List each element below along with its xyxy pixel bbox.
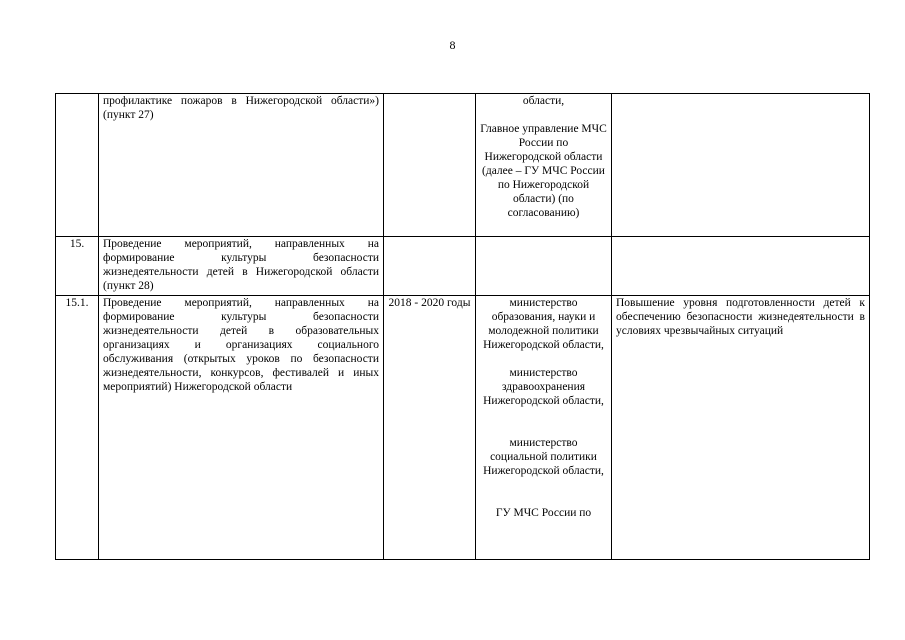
table-row: [56, 94, 870, 237]
executors-cell: [476, 237, 612, 296]
table-row: [56, 296, 870, 560]
executors-cell: [476, 296, 612, 560]
period-cell: [384, 237, 476, 296]
executor-item: Главное управление МЧС России по Нижегородской области (далее – ГУ МЧС России по Нижегородской области) (по согласованию): [480, 123, 607, 219]
row-number: 15.: [56, 237, 99, 296]
result-cell: Повышение уровня подготовленности детей к обеспечению безопасности жизнедеятельности в условиях чрезвычайных ситуаций: [612, 296, 870, 560]
action-text: Проведение мероприятий, направленных на формирование культуры безопасности жизнедеятельности детей в Нижегородской области (пункт 28): [99, 237, 384, 296]
executor-item: области,: [522, 95, 565, 107]
executor-item: министерство социальной политики Нижегородской области,: [483, 437, 604, 477]
period-cell: 2018 - 2020 годы: [384, 296, 476, 560]
table-row: [56, 237, 870, 296]
action-text-content: профилактике пожаров в Нижегородской области») (пункт 27): [103, 95, 379, 121]
result-cell: [612, 94, 870, 237]
executor-item: министерство здравоохранения Нижегородской области,: [483, 367, 604, 407]
row-number: 15.1.: [56, 296, 99, 560]
result-cell: [612, 237, 870, 296]
action-text: [99, 94, 384, 237]
plan-table: [55, 93, 870, 560]
page-number: 8: [449, 38, 456, 52]
executor-item: ГУ МЧС России по: [495, 507, 592, 519]
action-text: Проведение мероприятий, направленных на формирование культуры безопасности жизнедеятельности детей в образовательных организациях и организациях социального обслуживания (открытых уроков по безопасности жизнедеятельности, конкурсов, фестивалей и иных мероприятий) Нижегородской области: [99, 296, 384, 560]
period-cell: [384, 94, 476, 237]
executors-cell: [476, 94, 612, 237]
row-number: [56, 94, 99, 237]
executor-item: министерство образования, науки и молодежной политики Нижегородской области,: [483, 297, 604, 351]
